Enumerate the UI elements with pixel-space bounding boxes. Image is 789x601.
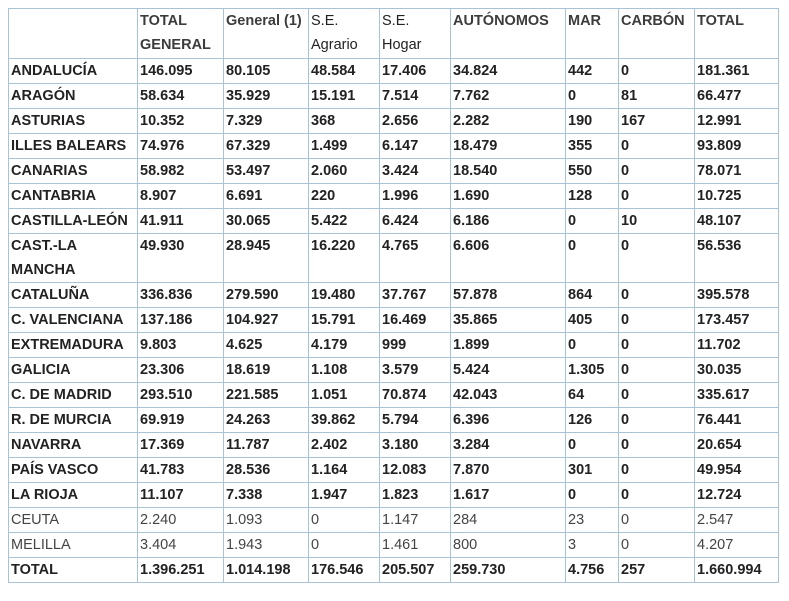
cell-general: 28.536 (224, 458, 309, 483)
table-row (9, 433, 779, 458)
cell-autonomos: 6.606 (451, 234, 566, 283)
cell-mar: 64 (566, 383, 619, 408)
cell-autonomos: 1.690 (451, 184, 566, 209)
cell-total-general: 41.911 (138, 209, 224, 234)
cell-se-agrario: 368 (309, 109, 380, 134)
table-row (9, 109, 779, 134)
cell-total: 12.724 (695, 483, 779, 508)
cell-mar: 550 (566, 159, 619, 184)
cell-mar: 442 (566, 59, 619, 84)
cell-general: 28.945 (224, 234, 309, 283)
cell-carbon: 0 (619, 234, 695, 283)
cell-total-general: 74.976 (138, 134, 224, 159)
table-row (9, 558, 779, 583)
cell-general: 221.585 (224, 383, 309, 408)
cell-region: R. DE MURCIA (9, 408, 138, 433)
cell-total: 2.547 (695, 508, 779, 533)
cell-mar: 0 (566, 483, 619, 508)
cell-se-hogar: 5.794 (380, 408, 451, 433)
cell-mar: 301 (566, 458, 619, 483)
cell-autonomos: 34.824 (451, 59, 566, 84)
cell-autonomos: 7.762 (451, 84, 566, 109)
cell-region: GALICIA (9, 358, 138, 383)
cell-se-hogar: 1.996 (380, 184, 451, 209)
cell-region: NAVARRA (9, 433, 138, 458)
cell-se-hogar: 37.767 (380, 283, 451, 308)
cell-carbon: 0 (619, 59, 695, 84)
cell-carbon: 0 (619, 333, 695, 358)
cell-se-hogar: 70.874 (380, 383, 451, 408)
cell-se-agrario: 15.791 (309, 308, 380, 333)
cell-general: 18.619 (224, 358, 309, 383)
cell-total-general: 58.634 (138, 84, 224, 109)
cell-total-general: 49.930 (138, 234, 224, 283)
cell-region: CAST.-LA MANCHA (9, 234, 138, 283)
cell-autonomos: 7.870 (451, 458, 566, 483)
cell-carbon: 0 (619, 483, 695, 508)
table-row (9, 483, 779, 508)
cell-autonomos: 284 (451, 508, 566, 533)
cell-total-general: 3.404 (138, 533, 224, 558)
cell-total: 76.441 (695, 408, 779, 433)
cell-carbon: 0 (619, 134, 695, 159)
cell-region: LA RIOJA (9, 483, 138, 508)
cell-total: 1.660.994 (695, 558, 779, 583)
cell-general: 7.338 (224, 483, 309, 508)
cell-total: 93.809 (695, 134, 779, 159)
cell-carbon: 10 (619, 209, 695, 234)
cell-general: 80.105 (224, 59, 309, 84)
cell-autonomos: 18.479 (451, 134, 566, 159)
cell-autonomos: 3.284 (451, 433, 566, 458)
cell-total-general: 2.240 (138, 508, 224, 533)
table-row (9, 184, 779, 209)
cell-total: 20.654 (695, 433, 779, 458)
cell-total-general: 137.186 (138, 308, 224, 333)
cell-carbon: 0 (619, 433, 695, 458)
cell-se-hogar: 17.406 (380, 59, 451, 84)
cell-se-hogar: 16.469 (380, 308, 451, 333)
cell-total: 48.107 (695, 209, 779, 234)
data-table-wrapper (8, 8, 779, 583)
cell-se-hogar: 999 (380, 333, 451, 358)
cell-se-hogar: 6.424 (380, 209, 451, 234)
table-row (9, 59, 779, 84)
cell-se-agrario: 1.947 (309, 483, 380, 508)
cell-mar: 0 (566, 433, 619, 458)
cell-se-hogar: 3.579 (380, 358, 451, 383)
table-row (9, 134, 779, 159)
header-cell-mar: MAR (566, 9, 619, 59)
cell-total: 30.035 (695, 358, 779, 383)
cell-carbon: 0 (619, 159, 695, 184)
cell-region: C. DE MADRID (9, 383, 138, 408)
cell-region: MELILLA (9, 533, 138, 558)
table-row (9, 84, 779, 109)
cell-total-general: 336.836 (138, 283, 224, 308)
cell-total: 78.071 (695, 159, 779, 184)
cell-se-hogar: 205.507 (380, 558, 451, 583)
cell-autonomos: 35.865 (451, 308, 566, 333)
cell-region: CEUTA (9, 508, 138, 533)
cell-total-general: 8.907 (138, 184, 224, 209)
cell-region: ANDALUCÍA (9, 59, 138, 84)
cell-carbon: 0 (619, 358, 695, 383)
cell-region: ASTURIAS (9, 109, 138, 134)
cell-region: CANTABRIA (9, 184, 138, 209)
header-cell-autonomos: AUTÓNOMOS (451, 9, 566, 59)
cell-carbon: 0 (619, 283, 695, 308)
cell-general: 279.590 (224, 283, 309, 308)
cell-total: 12.991 (695, 109, 779, 134)
cell-mar: 4.756 (566, 558, 619, 583)
cell-autonomos: 6.186 (451, 209, 566, 234)
cell-total: 335.617 (695, 383, 779, 408)
table-row (9, 383, 779, 408)
cell-total: 395.578 (695, 283, 779, 308)
cell-se-agrario: 4.179 (309, 333, 380, 358)
cell-mar: 0 (566, 234, 619, 283)
cell-general: 11.787 (224, 433, 309, 458)
cell-mar: 126 (566, 408, 619, 433)
cell-carbon: 0 (619, 508, 695, 533)
table-row (9, 209, 779, 234)
cell-se-hogar: 6.147 (380, 134, 451, 159)
cell-se-hogar: 7.514 (380, 84, 451, 109)
cell-se-agrario: 39.862 (309, 408, 380, 433)
cell-carbon: 0 (619, 383, 695, 408)
cell-autonomos: 18.540 (451, 159, 566, 184)
cell-region: CASTILLA-LEÓN (9, 209, 138, 234)
cell-se-agrario: 176.546 (309, 558, 380, 583)
cell-carbon: 0 (619, 408, 695, 433)
table-row (9, 283, 779, 308)
cell-se-agrario: 2.060 (309, 159, 380, 184)
cell-mar: 864 (566, 283, 619, 308)
cell-region: TOTAL (9, 558, 138, 583)
cell-se-agrario: 2.402 (309, 433, 380, 458)
cell-se-agrario: 5.422 (309, 209, 380, 234)
header-cell-carbon: CARBÓN (619, 9, 695, 59)
cell-region: PAÍS VASCO (9, 458, 138, 483)
cell-se-hogar: 12.083 (380, 458, 451, 483)
cell-autonomos: 2.282 (451, 109, 566, 134)
cell-general: 7.329 (224, 109, 309, 134)
table-row (9, 308, 779, 333)
cell-total-general: 1.396.251 (138, 558, 224, 583)
cell-carbon: 81 (619, 84, 695, 109)
cell-region: CANARIAS (9, 159, 138, 184)
cell-carbon: 0 (619, 184, 695, 209)
cell-se-agrario: 1.108 (309, 358, 380, 383)
cell-se-agrario: 0 (309, 508, 380, 533)
cell-total: 181.361 (695, 59, 779, 84)
cell-region: ARAGÓN (9, 84, 138, 109)
cell-general: 104.927 (224, 308, 309, 333)
cell-total-general: 17.369 (138, 433, 224, 458)
cell-general: 30.065 (224, 209, 309, 234)
cell-autonomos: 6.396 (451, 408, 566, 433)
cell-general: 6.691 (224, 184, 309, 209)
cell-autonomos: 5.424 (451, 358, 566, 383)
cell-general: 67.329 (224, 134, 309, 159)
cell-total: 173.457 (695, 308, 779, 333)
cell-se-agrario: 1.051 (309, 383, 380, 408)
cell-carbon: 0 (619, 308, 695, 333)
cell-mar: 0 (566, 333, 619, 358)
cell-general: 35.929 (224, 84, 309, 109)
cell-mar: 0 (566, 84, 619, 109)
cell-mar: 355 (566, 134, 619, 159)
table-row (9, 408, 779, 433)
table-body (9, 59, 779, 583)
cell-total-general: 10.352 (138, 109, 224, 134)
cell-carbon: 257 (619, 558, 695, 583)
cell-general: 1.943 (224, 533, 309, 558)
cell-region: CATALUÑA (9, 283, 138, 308)
cell-mar: 128 (566, 184, 619, 209)
header-cell-se-hogar: S.E. Hogar (380, 9, 451, 59)
cell-total-general: 9.803 (138, 333, 224, 358)
cell-se-hogar: 4.765 (380, 234, 451, 283)
cell-total-general: 69.919 (138, 408, 224, 433)
cell-general: 1.093 (224, 508, 309, 533)
cell-region: C. VALENCIANA (9, 308, 138, 333)
table-row (9, 333, 779, 358)
cell-carbon: 0 (619, 458, 695, 483)
cell-se-hogar: 3.424 (380, 159, 451, 184)
cell-autonomos: 800 (451, 533, 566, 558)
cell-mar: 23 (566, 508, 619, 533)
table-row (9, 533, 779, 558)
cell-carbon: 0 (619, 533, 695, 558)
cell-se-hogar: 1.461 (380, 533, 451, 558)
cell-autonomos: 259.730 (451, 558, 566, 583)
cell-se-agrario: 16.220 (309, 234, 380, 283)
header-cell-region (9, 9, 138, 59)
cell-total: 4.207 (695, 533, 779, 558)
cell-general: 24.263 (224, 408, 309, 433)
cell-total: 66.477 (695, 84, 779, 109)
header-cell-total-general: TOTAL GENERAL (138, 9, 224, 59)
table-row (9, 508, 779, 533)
cell-se-agrario: 48.584 (309, 59, 380, 84)
cell-general: 4.625 (224, 333, 309, 358)
cell-region: ILLES BALEARS (9, 134, 138, 159)
cell-total-general: 146.095 (138, 59, 224, 84)
cell-general: 53.497 (224, 159, 309, 184)
cell-total: 10.725 (695, 184, 779, 209)
cell-total-general: 293.510 (138, 383, 224, 408)
table-row (9, 159, 779, 184)
cell-total-general: 58.982 (138, 159, 224, 184)
table-row (9, 458, 779, 483)
cell-se-agrario: 220 (309, 184, 380, 209)
table-row (9, 234, 779, 283)
cell-se-agrario: 0 (309, 533, 380, 558)
cell-autonomos: 57.878 (451, 283, 566, 308)
cell-se-agrario: 15.191 (309, 84, 380, 109)
header-cell-total: TOTAL (695, 9, 779, 59)
cell-se-agrario: 1.499 (309, 134, 380, 159)
cell-mar: 405 (566, 308, 619, 333)
cell-mar: 3 (566, 533, 619, 558)
cell-mar: 0 (566, 209, 619, 234)
cell-se-agrario: 19.480 (309, 283, 380, 308)
cell-total-general: 41.783 (138, 458, 224, 483)
table-row (9, 358, 779, 383)
cell-total: 56.536 (695, 234, 779, 283)
cell-autonomos: 42.043 (451, 383, 566, 408)
cell-autonomos: 1.899 (451, 333, 566, 358)
cell-se-hogar: 2.656 (380, 109, 451, 134)
cell-se-hogar: 3.180 (380, 433, 451, 458)
cell-region: EXTREMADURA (9, 333, 138, 358)
cell-mar: 1.305 (566, 358, 619, 383)
cell-se-hogar: 1.823 (380, 483, 451, 508)
header-cell-general: General (1) (224, 9, 309, 59)
cell-total-general: 11.107 (138, 483, 224, 508)
affiliation-table (8, 8, 779, 583)
cell-mar: 190 (566, 109, 619, 134)
header-cell-se-agrario: S.E. Agrario (309, 9, 380, 59)
cell-total: 49.954 (695, 458, 779, 483)
cell-se-agrario: 1.164 (309, 458, 380, 483)
cell-total: 11.702 (695, 333, 779, 358)
header-row (9, 9, 779, 59)
cell-total-general: 23.306 (138, 358, 224, 383)
cell-general: 1.014.198 (224, 558, 309, 583)
cell-autonomos: 1.617 (451, 483, 566, 508)
cell-carbon: 167 (619, 109, 695, 134)
cell-se-hogar: 1.147 (380, 508, 451, 533)
